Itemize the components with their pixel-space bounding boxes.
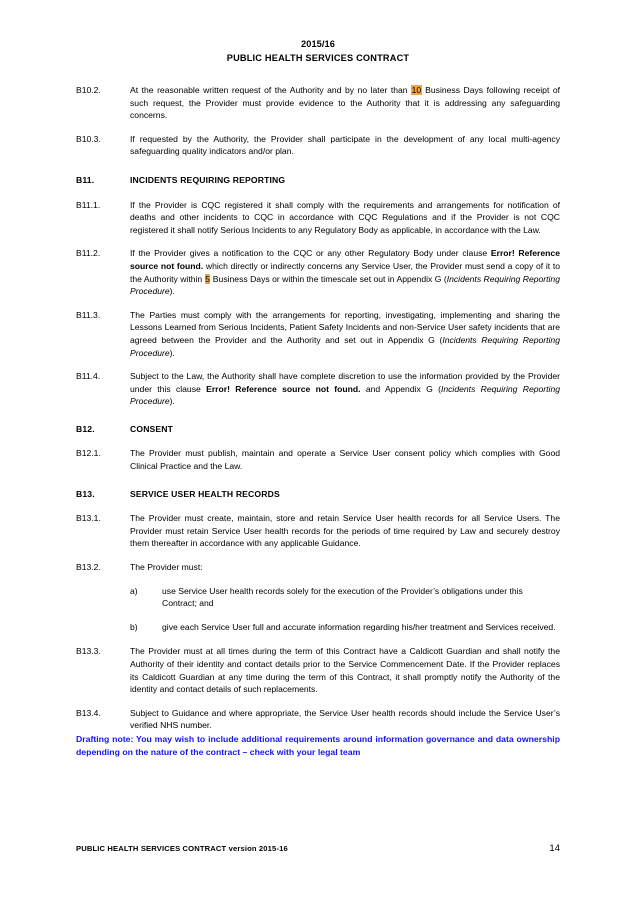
clause-text: The Provider must at all times during the term of this Contract have a Caldicott Guardian and shall notify the Authority of their identity and contact details prior to the Service Commencement Date. If the Provider replaces its Caldicott Guardian at any time during the term of this Contract, it shall promptly notify the Authority of the identity and contact details of such replacements. bbox=[130, 646, 560, 695]
clause-part-2: which directly or indirectly concerns any Service User, the Provider must send a copy of it to the Authority within bbox=[130, 260, 560, 284]
clause-sublist bbox=[130, 585, 560, 634]
clause-b12-1 bbox=[76, 447, 560, 472]
clause-part-2: ). bbox=[169, 347, 175, 358]
clause-b13-4 bbox=[76, 707, 560, 732]
page-footer bbox=[76, 843, 560, 854]
clause-part-2: and Appendix G ( bbox=[360, 383, 441, 394]
list-item-text: use Service User health records solely for the execution of the Provider’s obligations under this Contract; and bbox=[162, 585, 523, 609]
error-reference-text: Error! Reference source not found. bbox=[206, 383, 361, 394]
clause-text: The Provider must publish, maintain and operate a Service User consent policy which complies with Good Clinical Practice and the Law. bbox=[130, 448, 560, 472]
clause-text: The Provider must create, maintain, store and retain Service User health records for all Service Users. The Provider must retain Service User health records for the periods of time required by Law and securely destroy them thereafter in accordance with any applicable Guidance. bbox=[130, 513, 560, 549]
clause-b11-3 bbox=[76, 309, 560, 359]
clause-b11-1 bbox=[76, 199, 560, 237]
document-body bbox=[76, 84, 560, 759]
clause-text: Subject to Guidance and where appropriate, the Service User health records should include the Service User’s verified NHS number. bbox=[130, 707, 560, 731]
clause-part-4: ). bbox=[169, 286, 175, 297]
list-item bbox=[130, 621, 560, 634]
appendix-reference-italic: Incidents Requiring Reporting Procedure bbox=[130, 334, 560, 358]
section-number: B11. bbox=[76, 174, 95, 185]
section-heading-b12 bbox=[76, 423, 560, 436]
header-title: PUBLIC HEALTH SERVICES CONTRACT bbox=[226, 52, 410, 63]
clause-text bbox=[130, 84, 560, 122]
clause-number: B11.4. bbox=[76, 371, 101, 382]
appendix-reference-italic: Incidents Requiring Reporting Procedure bbox=[130, 383, 561, 407]
highlight-business-days-10: 10 bbox=[411, 85, 422, 95]
clause-number: B10.2. bbox=[76, 85, 101, 95]
section-number: B12. bbox=[76, 423, 95, 434]
clause-part-3: ). bbox=[169, 396, 175, 407]
clause-number: B13.4. bbox=[76, 707, 101, 718]
section-number: B13. bbox=[76, 488, 95, 499]
clause-part-1: Subject to the Law, the Authority shall have complete discretion to use the information provided by the Provider under this clause bbox=[130, 371, 560, 394]
clause-text-before: At the reasonable written request of the Authority and by no later than bbox=[130, 85, 412, 95]
clause-b11-4 bbox=[76, 370, 560, 408]
clause-text bbox=[130, 561, 560, 633]
list-item bbox=[130, 585, 560, 610]
clause-number: B11.3. bbox=[76, 309, 101, 320]
section-title: SERVICE USER HEALTH RECORDS bbox=[130, 488, 280, 499]
drafting-note: Drafting note: You may wish to include additional requirements around information governance and data ownership depending on the nature of the contract – check with your legal team bbox=[76, 733, 560, 757]
section-title: CONSENT bbox=[130, 423, 174, 434]
clause-number: B12.1. bbox=[76, 448, 101, 459]
highlight-business-days-5: 5 bbox=[205, 273, 210, 284]
clause-number: B10.3. bbox=[76, 133, 101, 144]
list-marker: a) bbox=[130, 585, 138, 596]
page-header bbox=[0, 38, 636, 65]
section-heading-b13 bbox=[76, 488, 560, 501]
clause-text: If the Provider is CQC registered it shall comply with the requirements and arrangements for notification of deaths and other incidents to CQC in accordance with CQC Regulations and if the Provider is not CQC registered it shall notify Serious Incidents to any Regulatory Body as applicable, in accordance with the Law. bbox=[130, 199, 560, 235]
clause-text bbox=[130, 370, 560, 408]
clause-text bbox=[130, 309, 560, 359]
page-number: 14 bbox=[549, 843, 560, 854]
clause-b13-3 bbox=[76, 645, 560, 695]
list-marker: b) bbox=[130, 621, 138, 632]
clause-number: B13.3. bbox=[76, 646, 101, 657]
clause-number: B11.2. bbox=[76, 248, 101, 259]
list-item-text: give each Service User full and accurate information regarding his/her treatment and Services received. bbox=[162, 621, 556, 632]
error-reference-text: Error! Reference source not found. bbox=[130, 248, 560, 271]
clause-b13-2 bbox=[76, 561, 560, 633]
clause-part-1: The Parties must comply with the arrangements for reporting, investigating, implementing and sharing the Lessons Learned from Serious Incidents, Patient Safety Incidents and non-Service User safety incidents that are agreed between the Provider and the Authority and set out in Appendix G ( bbox=[130, 309, 560, 345]
clause-b11-2 bbox=[76, 247, 560, 297]
clause-number: B11.1. bbox=[76, 199, 101, 210]
clause-b10-3 bbox=[76, 133, 560, 158]
clause-text bbox=[130, 247, 560, 297]
header-year: 2015/16 bbox=[301, 39, 335, 49]
clause-b13-1 bbox=[76, 512, 560, 550]
footer-document-title: PUBLIC HEALTH SERVICES CONTRACT version 2015-16 bbox=[76, 844, 288, 853]
clause-text-after: Business Days following receipt of such request, the Provider must provide evidence to the Authority that it is addressing any safeguarding concerns. bbox=[130, 85, 561, 121]
clause-part-3: Business Days or within the timescale set out in Appendix G ( bbox=[210, 273, 447, 284]
appendix-reference-italic: Incidents Requiring Reporting Procedure bbox=[130, 273, 560, 297]
section-title: INCIDENTS REQUIRING REPORTING bbox=[130, 174, 286, 185]
clause-number: B13.1. bbox=[76, 513, 101, 524]
clause-part-1: If the Provider gives a notification to the CQC or any other Regulatory Body under clause bbox=[130, 248, 491, 259]
clause-text: If requested by the Authority, the Provider shall participate in the development of any local multi-agency safeguarding quality indicators and/or plan. bbox=[130, 133, 560, 157]
clause-lead-in: The Provider must: bbox=[130, 562, 203, 573]
clause-number: B13.2. bbox=[76, 562, 101, 573]
clause-b10-2 bbox=[76, 84, 560, 122]
section-heading-b11 bbox=[76, 174, 560, 187]
